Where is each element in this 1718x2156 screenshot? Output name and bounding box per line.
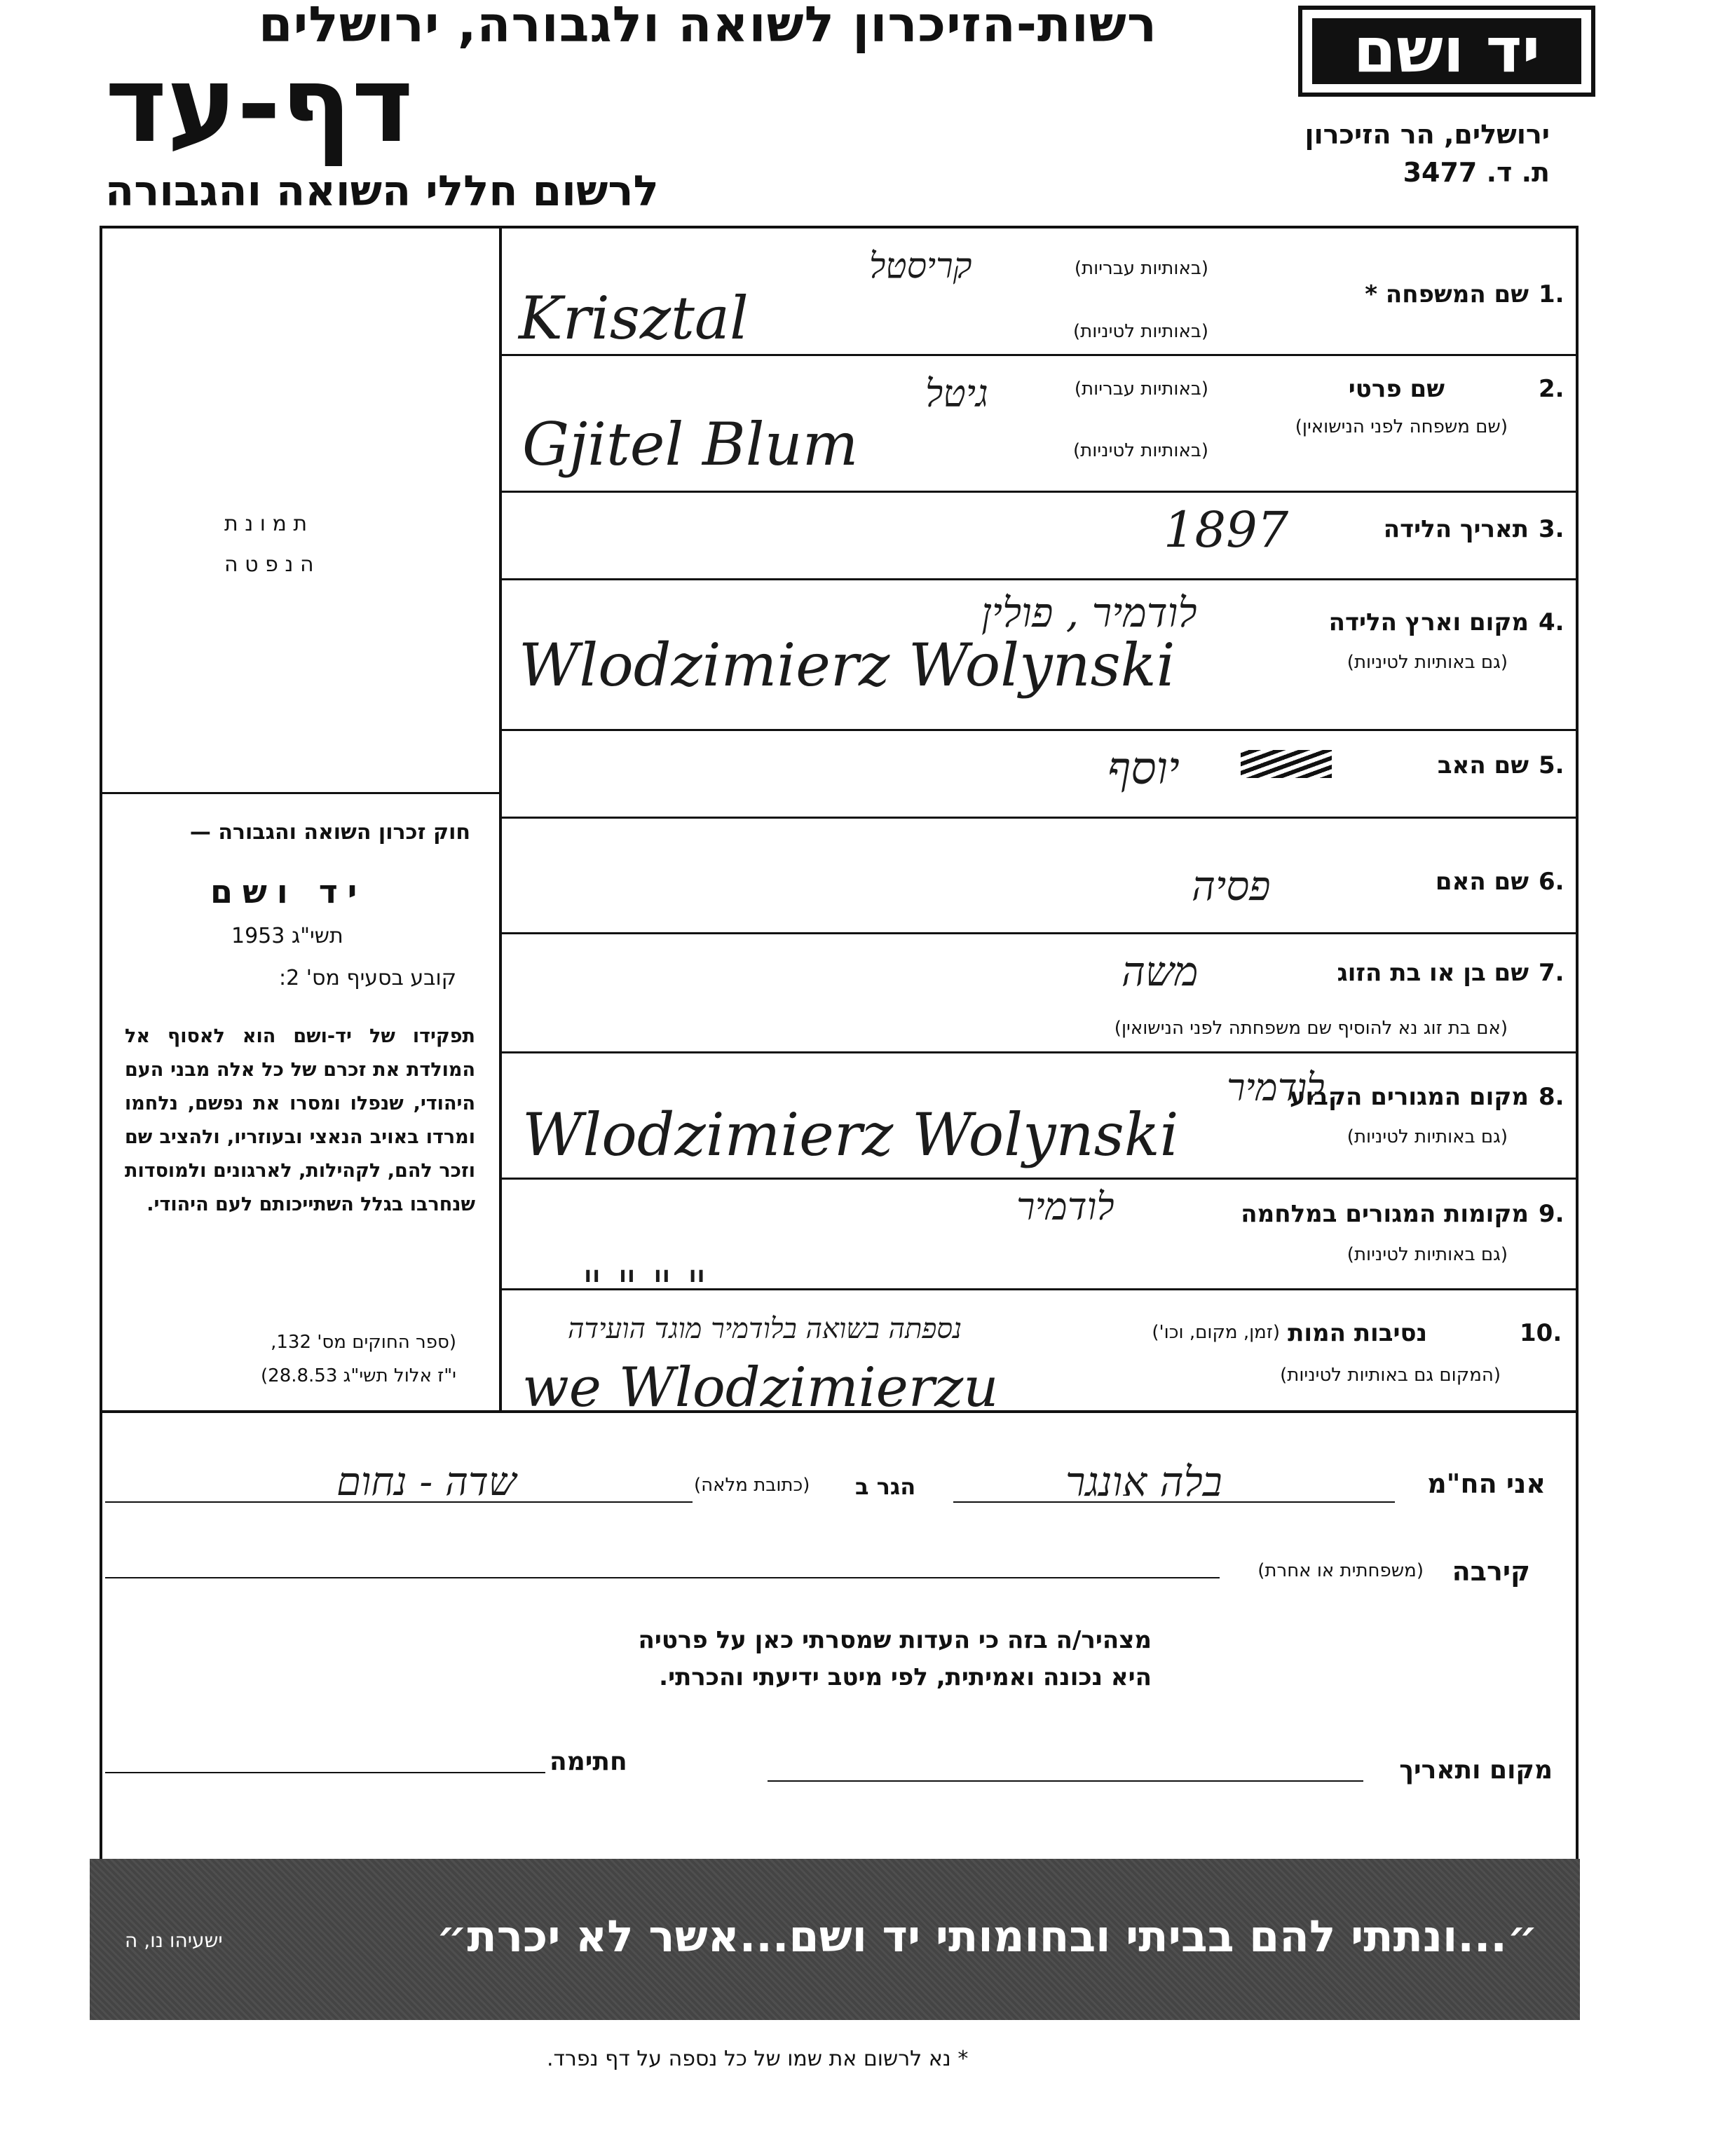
field-2-hint-maiden: (שם משפחה לפני הנישואין) — [1295, 416, 1508, 437]
field-10-number: 10. — [1520, 1319, 1562, 1347]
field-10-value-latin[interactable]: we Wlodzimierzu — [522, 1356, 999, 1419]
field-2-label: שם פרטי — [1348, 375, 1445, 403]
field-7-number: 7. — [1539, 959, 1564, 987]
field-4-value-latin[interactable]: Wlodzimierz Wolynski — [519, 631, 1175, 700]
document-subtitle: לרשום חללי השואה והגבורה — [105, 167, 659, 216]
row-sep-8 — [502, 1178, 1577, 1180]
field-5-value[interactable]: יוסף — [1107, 743, 1180, 795]
law-year: תשי"ג 1953 — [231, 924, 343, 948]
field-2-number: 2. — [1539, 375, 1564, 403]
declarant-address[interactable]: שדה - נחום — [336, 1459, 517, 1505]
photo-box-label-2: ה נ פ ט ה — [224, 552, 314, 577]
field-7-label: שם בן או בת הזוג — [1337, 959, 1529, 987]
field-8-label: מקום המגורים הקבוע — [1289, 1083, 1529, 1111]
field-3-value[interactable]: 1897 — [1164, 501, 1289, 559]
field-9-hint-latin: (גם באותיות לטיניות) — [1347, 1244, 1508, 1265]
field-2-value-hebrew[interactable]: גיטל — [925, 371, 988, 416]
photo-divider — [100, 792, 500, 794]
verse-banner — [90, 1859, 1580, 2020]
row-sep-6 — [502, 932, 1577, 934]
field-8-value-latin[interactable]: Wlodzimierz Wolynski — [522, 1100, 1179, 1169]
law-clause: קובע בסעיף מס' 2: — [279, 966, 456, 990]
field-1-hint-hebrew: (באותיות עבריות) — [1074, 258, 1208, 279]
verse-text: ״...ונתתי להם בביתי ובחומותי יד ושם...אשר לא יכרת״ — [436, 1911, 1538, 1962]
field-4-value-hebrew[interactable]: לודמיר , פולין — [981, 589, 1197, 636]
field-4-number: 4. — [1539, 608, 1564, 636]
field-7-value[interactable]: משה — [1122, 948, 1199, 995]
frame-left — [100, 226, 102, 1859]
declarant-lives-in: הגר ב — [855, 1473, 916, 1500]
law-text: תפקידו של יד-ושם הוא לאסוף אל המולדת את זכרם של כל אלה מבני העם היהודי, שנפלו ומסרו את נפשם, נלחמו ומרדו באויב הנאצי ובעוזריו, ולהציב שם וזכר להם, לקהילות, לארגונים ולמוסדות שנחרבו בגלל השתייכותם לעם היהודי. — [125, 1025, 475, 1215]
document-title: דף-עד — [105, 44, 414, 166]
field-4-hint-latin: (גם באותיות לטיניות) — [1347, 652, 1508, 673]
field-1-label: שם המשפחה * — [1365, 280, 1529, 308]
field-10-label: נסיבות המות — [1288, 1319, 1427, 1347]
field-9-number: 9. — [1539, 1200, 1564, 1228]
field-1-hint-latin: (באותיות לטיניות) — [1073, 321, 1208, 342]
field-9-value-hebrew[interactable]: לודמיר — [1016, 1185, 1114, 1229]
field-5-number: 5. — [1539, 751, 1564, 779]
law-institution-name: יד ושם — [210, 873, 367, 910]
signature-label: חתימה — [550, 1747, 627, 1776]
row-sep-2 — [502, 491, 1577, 493]
field-6-value[interactable]: פסיה — [1192, 862, 1271, 910]
declaration-line-2: היא נכונה ואמיתית, לפי מיטב ידיעתי והכרתי. — [659, 1663, 1152, 1691]
field-6-number: 6. — [1539, 868, 1564, 896]
declaration-line-1: מצהיר/ה בזה כי העדות שמסרתי כאן על פרטיה — [638, 1626, 1152, 1654]
signature-line — [105, 1772, 545, 1773]
row-sep-4 — [502, 729, 1577, 731]
field-7-hint: (אם בת זוג נא להוסיף שם משפחתה לפני הנישואין) — [1114, 1018, 1508, 1039]
declarant-prefix: אני הח"מ — [1427, 1468, 1546, 1499]
logo-text: יד ושם — [1353, 14, 1541, 86]
field-5-crossed-out — [1241, 750, 1332, 778]
law-source-2: י"ז אלול תשי"ג 28.8.53) — [261, 1365, 456, 1386]
institution-address: ירושלים, הר הזיכרון — [1304, 119, 1550, 150]
yad-vashem-logo — [1298, 6, 1595, 97]
photo-box-label-1: ת מ ו נ ת — [224, 512, 308, 536]
authority-title: רשות-הזיכרון לשואה ולגבורה, ירושלים — [258, 0, 1157, 53]
field-8-hint-latin: (גם באותיות לטיניות) — [1347, 1126, 1508, 1147]
footnote: * נא לרשום את שמו של כל נספה על דף נפרד. — [547, 2047, 969, 2071]
declarant-name[interactable]: בלה אונגר — [1065, 1458, 1222, 1506]
field-2-hint-hebrew: (באותיות עבריות) — [1074, 378, 1208, 400]
law-source-1: (ספר החוקים מס' 132, — [271, 1332, 456, 1353]
row-sep-7 — [502, 1051, 1577, 1053]
field-3-number: 3. — [1539, 515, 1564, 543]
field-3-label: תאריך הלידה — [1383, 515, 1529, 543]
frame-right — [1576, 226, 1579, 1859]
field-10-value-hebrew[interactable]: נספתה בשואה בלודמיר מוגד הועידה — [568, 1313, 962, 1345]
field-8-number: 8. — [1539, 1083, 1564, 1111]
relation-hint: (משפחתית או אחרת) — [1257, 1560, 1424, 1581]
row-sep-3 — [502, 578, 1577, 580]
field-8-value-hebrew[interactable]: לודמיר — [1227, 1065, 1325, 1110]
field-2-hint-latin: (באותיות לטיניות) — [1073, 440, 1208, 461]
law-heading: חוק זכרון השואה והגבורה — — [189, 820, 470, 845]
place-date-line — [768, 1780, 1363, 1782]
field-1-value-latin[interactable]: Krisztal — [519, 284, 749, 353]
field-1-value-hebrew[interactable]: קריסטל — [869, 245, 972, 286]
declarant-address-hint: (כתובת מלאה) — [694, 1475, 810, 1496]
frame-top — [100, 226, 1579, 228]
field-9-label: מקומות המגורים במלחמה — [1241, 1200, 1529, 1228]
field-4-label: מקום וארץ הלידה — [1328, 608, 1529, 636]
field-5-label: שם האב — [1437, 751, 1529, 779]
field-1-number: 1. — [1539, 280, 1564, 308]
field-10-hint-latin: (המקום גם באותיות לטיניות) — [1280, 1365, 1501, 1386]
relation-line — [105, 1577, 1220, 1578]
field-10-hint: (זמן, מקום, וכו') — [1152, 1322, 1280, 1343]
row-sep-5 — [502, 817, 1577, 819]
verse-source: ישעיהו נו, ה — [125, 1929, 223, 1952]
field-2-value-latin[interactable]: Gjitel Blum — [522, 410, 859, 479]
relation-label: קירבה — [1452, 1556, 1530, 1587]
place-date-label: מקום ותאריך — [1399, 1756, 1553, 1785]
field-6-label: שם האם — [1435, 868, 1529, 896]
row-sep-1 — [502, 354, 1577, 356]
field-10-ditto-marks: " " " " — [582, 1262, 707, 1314]
po-box: ת. ד. 3477 — [1403, 157, 1550, 188]
